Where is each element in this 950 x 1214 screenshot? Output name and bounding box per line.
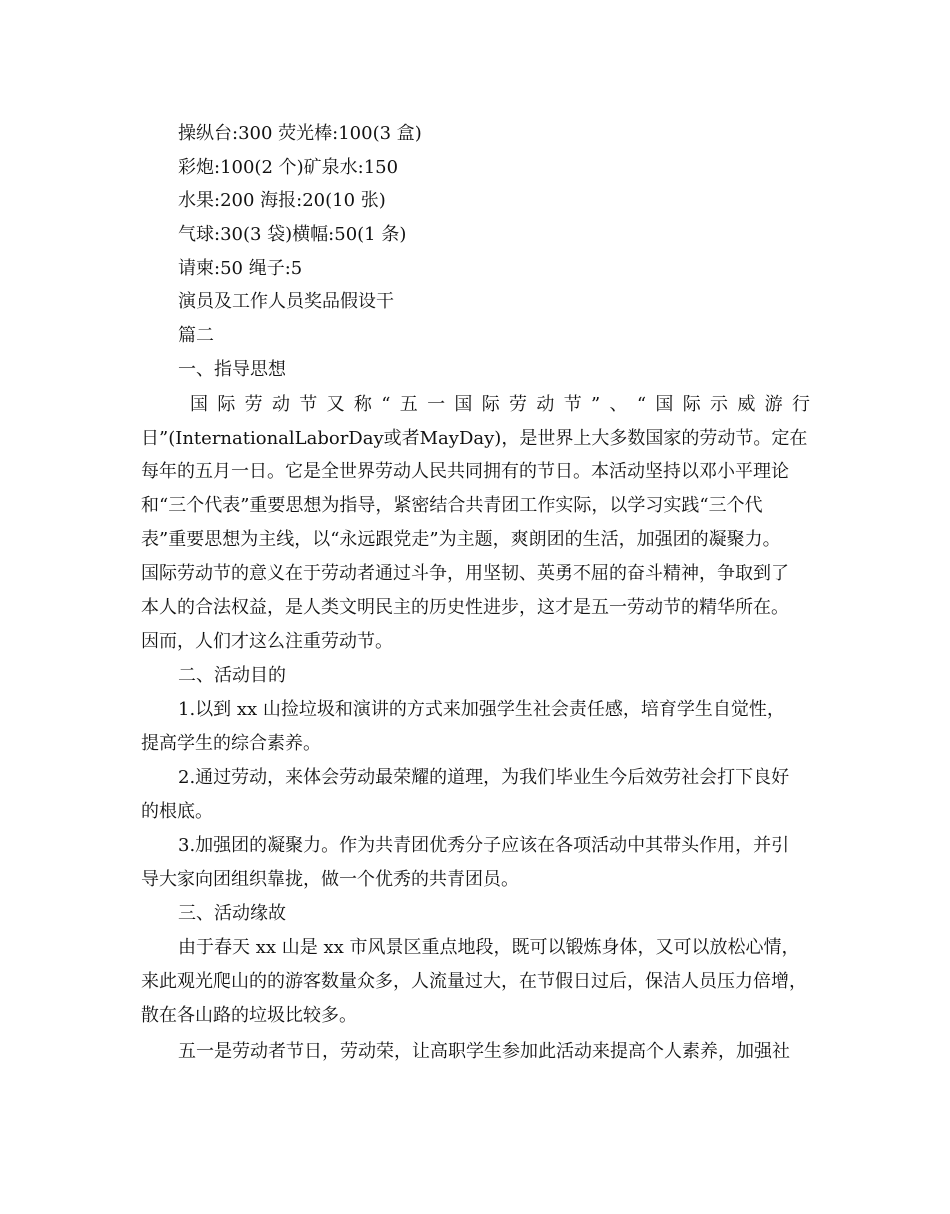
cost-line: 演员及工作人员奖品假设干 — [178, 291, 394, 312]
goal-line: 3.加强团的凝聚力。作为共青团优秀分子应该在各项活动中其带头作用，并引 — [178, 835, 790, 856]
paragraph-line: 和“三个代表”重要思想为指导，紧密结合共青团工作实际，以学习实践“三个代 — [141, 495, 763, 516]
heading-reason: 三、活动缘故 — [178, 903, 286, 924]
goal-line: 的根底。 — [141, 801, 213, 822]
cost-line: 操纵台:300 荧光棒:100(3 盒) — [178, 123, 422, 144]
cost-line: 彩炮:100(2 个)矿泉水:150 — [178, 157, 399, 178]
heading-goals: 二、活动目的 — [178, 665, 286, 686]
paragraph-line: 表”重要思想为主线，以“永远跟党走”为主题，爽朗团的生活，加强团的凝聚力。 — [141, 529, 781, 550]
paragraph-line: 国际劳动节又称“五一国际劳动节”、“国际示威游行 — [190, 394, 810, 415]
heading-guiding-thought: 一、指导思想 — [178, 359, 286, 380]
cost-line: 水果:200 海报:20(10 张) — [178, 190, 386, 211]
goal-line: 1.以到 xx 山捡垃圾和演讲的方式来加强学生社会责任感，培育学生自觉性， — [178, 699, 785, 720]
cost-line: 气球:30(3 袋)横幅:50(1 条) — [178, 224, 407, 245]
goal-line: 提高学生的综合素养。 — [141, 733, 321, 754]
goal-line: 导大家向团组织靠拢，做一个优秀的共青团员。 — [141, 869, 519, 890]
paragraph-line: 国际劳动节的意义在于劳动者通过斗争，用坚韧、英勇不屈的奋斗精神，争取到了 — [141, 563, 789, 584]
paragraph-line: 本人的合法权益，是人类文明民主的历史性进步，这才是五一劳动节的精华所在。 — [141, 597, 789, 618]
reason-line: 散在各山路的垃圾比较多。 — [141, 1005, 357, 1026]
paragraph-line: 日”(InternationalLaborDay或者MayDay)，是世界上大多数国家的劳动节。定在 — [141, 428, 808, 449]
paragraph-line: 因而，人们才这么注重劳动节。 — [141, 631, 393, 652]
reason-line: 五一是劳动者节日，劳动荣，让高职学生参加此活动来提高个人素养，加强社 — [178, 1041, 790, 1062]
reason-line: 由于春天 xx 山是 xx 市风景区重点地段，既可以锻炼身体，又可以放松心情， — [178, 937, 800, 958]
reason-line: 来此观光爬山的的游客数量众多，人流量过大，在节假日过后，保洁人员压力倍增， — [141, 971, 807, 992]
goal-line: 2.通过劳动，来体会劳动最荣耀的道理，为我们毕业生今后效劳社会打下良好 — [178, 767, 790, 788]
cost-line: 请柬:50 绳子:5 — [178, 258, 303, 279]
paragraph-line: 每年的五月一日。它是全世界劳动人民共同拥有的节日。本活动坚持以邓小平理论 — [141, 461, 789, 482]
section-title: 篇二 — [178, 325, 214, 346]
